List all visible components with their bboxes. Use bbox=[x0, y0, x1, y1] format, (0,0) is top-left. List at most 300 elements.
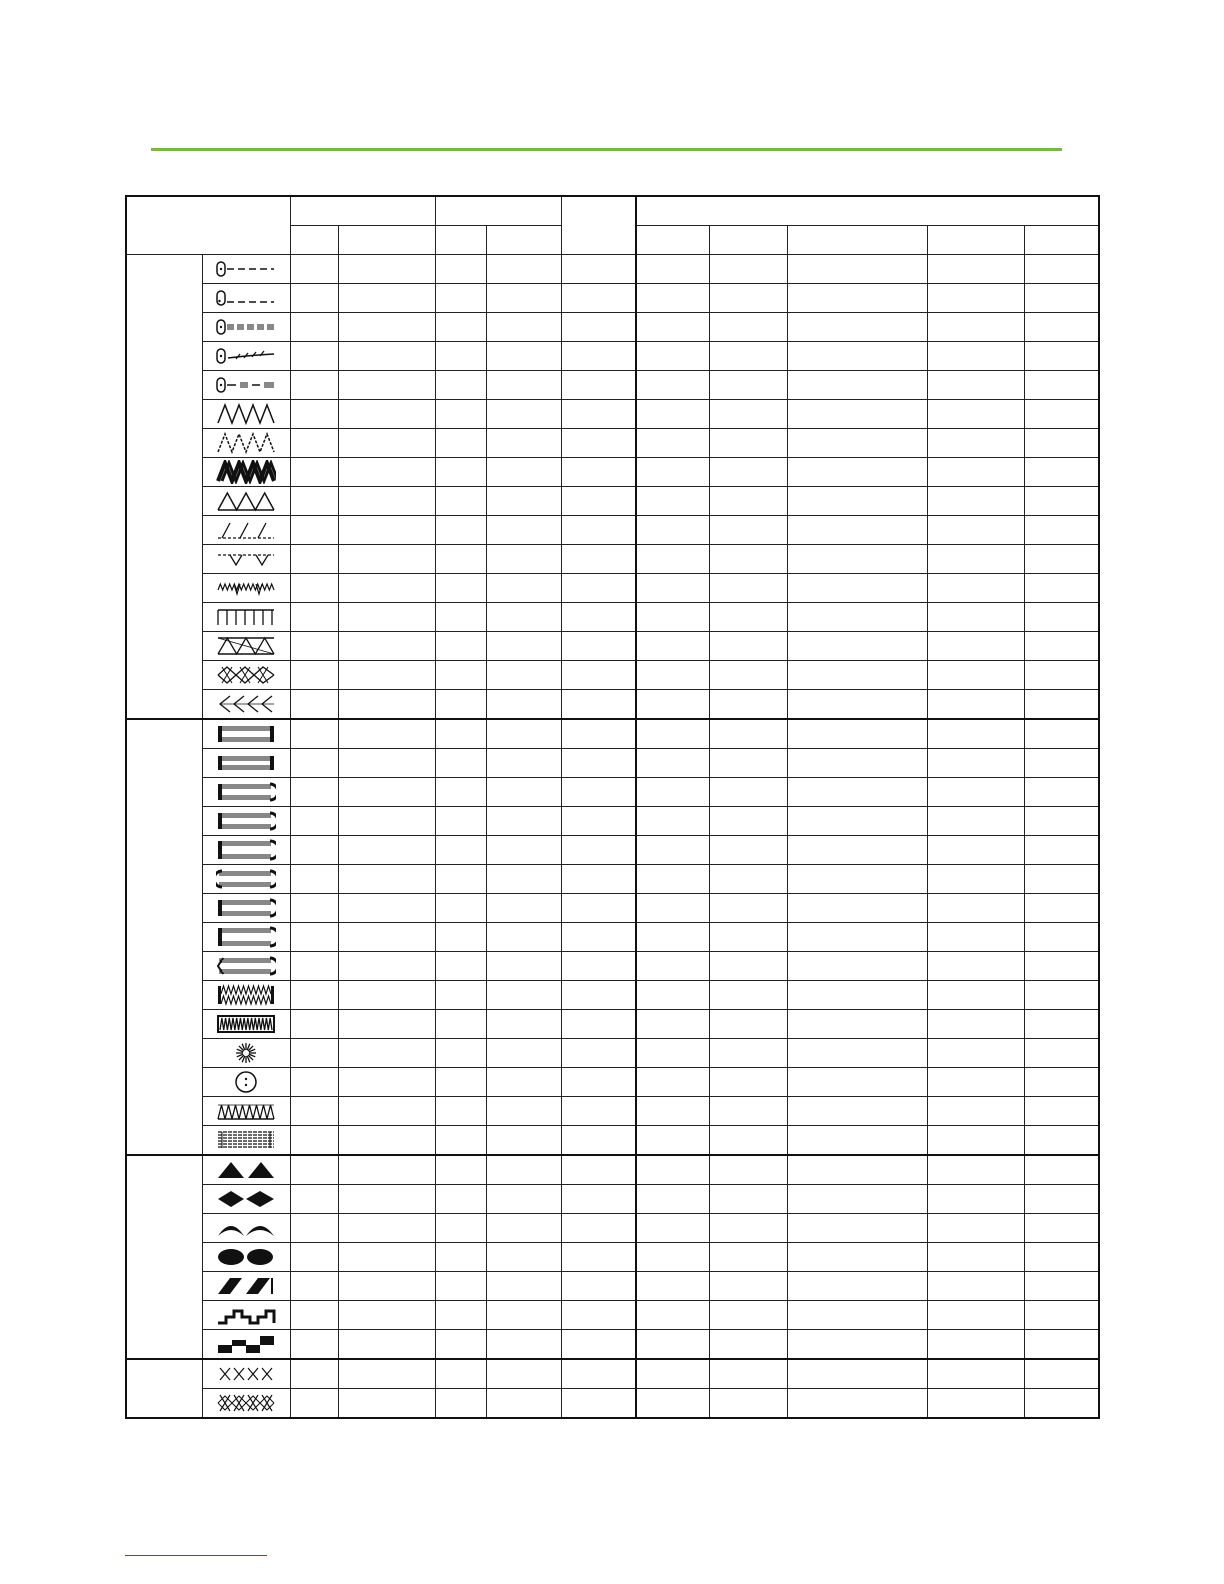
table-cell bbox=[486, 1126, 561, 1156]
table-cell bbox=[435, 603, 486, 632]
table-cell bbox=[338, 1126, 435, 1156]
stitch-group-label bbox=[126, 255, 202, 720]
table-cell bbox=[435, 865, 486, 894]
table-cell bbox=[435, 458, 486, 487]
table-cell bbox=[709, 1214, 787, 1243]
table-cell bbox=[927, 1097, 1024, 1126]
table-cell bbox=[636, 574, 709, 603]
table-cell bbox=[927, 516, 1024, 545]
table-cell bbox=[561, 952, 636, 981]
table-cell bbox=[486, 284, 561, 313]
table-cell bbox=[561, 1039, 636, 1068]
table-cell bbox=[927, 1359, 1024, 1389]
header-stitch bbox=[126, 196, 290, 255]
table-cell bbox=[486, 632, 561, 661]
table-cell bbox=[486, 1039, 561, 1068]
table-cell bbox=[709, 574, 787, 603]
table-cell bbox=[338, 981, 435, 1010]
table-cell bbox=[927, 371, 1024, 400]
table-row bbox=[126, 632, 1099, 661]
table-cell bbox=[486, 1155, 561, 1185]
table-row bbox=[126, 719, 1099, 749]
feather-stitch-icon bbox=[202, 690, 290, 720]
table-cell bbox=[636, 719, 709, 749]
table-cell bbox=[290, 749, 338, 778]
table-row bbox=[126, 429, 1099, 458]
blanket-stitch-icon bbox=[202, 603, 290, 632]
table-cell bbox=[636, 1185, 709, 1214]
table-cell bbox=[787, 487, 927, 516]
table-cell bbox=[561, 1126, 636, 1156]
table-cell bbox=[787, 574, 927, 603]
table-cell bbox=[927, 632, 1024, 661]
table-cell bbox=[636, 1243, 709, 1272]
table-cell bbox=[486, 1068, 561, 1097]
table-cell bbox=[486, 458, 561, 487]
table-row bbox=[126, 952, 1099, 981]
table-cell bbox=[561, 458, 636, 487]
table-cell bbox=[561, 661, 636, 690]
table-cell bbox=[1024, 661, 1099, 690]
table-cell bbox=[927, 1389, 1024, 1419]
table-cell bbox=[787, 981, 927, 1010]
table-cell bbox=[561, 865, 636, 894]
table-cell bbox=[709, 429, 787, 458]
table-cell bbox=[338, 371, 435, 400]
overlock-stitch-icon bbox=[202, 632, 290, 661]
table-cell bbox=[636, 255, 709, 284]
table-cell bbox=[636, 807, 709, 836]
table-cell bbox=[709, 1039, 787, 1068]
table-cell bbox=[927, 894, 1024, 923]
table-cell bbox=[709, 1359, 787, 1389]
table-row bbox=[126, 313, 1099, 342]
table-cell bbox=[927, 807, 1024, 836]
table-row bbox=[126, 342, 1099, 371]
table-cell bbox=[486, 545, 561, 574]
table-cell bbox=[1024, 1039, 1099, 1068]
table-cell bbox=[636, 1039, 709, 1068]
table-cell bbox=[1024, 400, 1099, 429]
footer-link[interactable] bbox=[125, 1555, 267, 1556]
table-cell bbox=[927, 545, 1024, 574]
table-cell bbox=[290, 371, 338, 400]
table-cell bbox=[486, 1359, 561, 1389]
table-cell bbox=[787, 1155, 927, 1185]
table-row bbox=[126, 1214, 1099, 1243]
table-cell bbox=[787, 342, 927, 371]
table-cell bbox=[1024, 313, 1099, 342]
table-cell bbox=[787, 690, 927, 720]
table-cell bbox=[709, 632, 787, 661]
table-cell bbox=[709, 778, 787, 807]
table-cell bbox=[636, 1126, 709, 1156]
table-cell bbox=[290, 1330, 338, 1360]
table-cell bbox=[927, 836, 1024, 865]
table-cell bbox=[1024, 371, 1099, 400]
table-cell bbox=[1024, 429, 1099, 458]
table-cell bbox=[435, 1272, 486, 1301]
table-cell bbox=[486, 371, 561, 400]
table-cell bbox=[636, 284, 709, 313]
table-cell bbox=[927, 719, 1024, 749]
table-cell bbox=[435, 1214, 486, 1243]
table-cell bbox=[709, 342, 787, 371]
table-cell bbox=[1024, 458, 1099, 487]
table-cell bbox=[486, 1389, 561, 1419]
buttonhole-pointed-icon bbox=[202, 807, 290, 836]
table-cell bbox=[636, 865, 709, 894]
table-cell bbox=[636, 894, 709, 923]
buttonhole-oval-icon bbox=[202, 865, 290, 894]
table-row bbox=[126, 1126, 1099, 1156]
table-cell bbox=[1024, 749, 1099, 778]
table-cell bbox=[435, 400, 486, 429]
table-cell bbox=[561, 749, 636, 778]
table-row bbox=[126, 1301, 1099, 1330]
table-cell bbox=[1024, 1301, 1099, 1330]
table-cell bbox=[927, 1214, 1024, 1243]
table-cell bbox=[561, 1185, 636, 1214]
table-cell bbox=[1024, 952, 1099, 981]
table-cell bbox=[561, 1301, 636, 1330]
stitch-group-label bbox=[126, 719, 202, 1155]
cross-stitch-icon bbox=[202, 661, 290, 690]
table-cell bbox=[435, 749, 486, 778]
cross-stitch-simple-icon bbox=[202, 1359, 290, 1389]
table-cell bbox=[561, 1330, 636, 1360]
table-cell bbox=[636, 603, 709, 632]
table-cell bbox=[787, 749, 927, 778]
table-cell bbox=[709, 807, 787, 836]
table-cell bbox=[709, 371, 787, 400]
table-cell bbox=[486, 313, 561, 342]
table-cell bbox=[787, 429, 927, 458]
table-cell bbox=[290, 1039, 338, 1068]
table-cell bbox=[709, 661, 787, 690]
table-cell bbox=[435, 1389, 486, 1419]
table-cell bbox=[787, 923, 927, 952]
table-cell bbox=[486, 836, 561, 865]
table-cell bbox=[338, 545, 435, 574]
table-cell bbox=[486, 807, 561, 836]
table-cell bbox=[338, 574, 435, 603]
table-row bbox=[126, 574, 1099, 603]
table-cell bbox=[486, 1330, 561, 1360]
table-cell bbox=[486, 603, 561, 632]
table-cell bbox=[486, 981, 561, 1010]
table-row bbox=[126, 400, 1099, 429]
table-cell bbox=[561, 1243, 636, 1272]
table-cell bbox=[290, 516, 338, 545]
table-cell bbox=[290, 284, 338, 313]
table-cell bbox=[709, 1126, 787, 1156]
table-cell bbox=[435, 1185, 486, 1214]
subheader-8 bbox=[927, 226, 1024, 255]
table-cell bbox=[636, 313, 709, 342]
subheader-9 bbox=[1024, 226, 1099, 255]
table-row bbox=[126, 865, 1099, 894]
table-cell bbox=[636, 1214, 709, 1243]
table-cell bbox=[290, 1272, 338, 1301]
table-cell bbox=[435, 690, 486, 720]
table-cell bbox=[787, 1214, 927, 1243]
table-row bbox=[126, 749, 1099, 778]
table-cell bbox=[709, 1301, 787, 1330]
table-cell bbox=[709, 1243, 787, 1272]
table-cell bbox=[1024, 1068, 1099, 1097]
table-cell bbox=[435, 429, 486, 458]
darning-zigzag-icon bbox=[202, 1097, 290, 1126]
table-cell bbox=[290, 458, 338, 487]
table-cell bbox=[636, 981, 709, 1010]
table-cell bbox=[338, 1010, 435, 1039]
table-cell bbox=[561, 313, 636, 342]
table-cell bbox=[561, 603, 636, 632]
table-cell bbox=[338, 836, 435, 865]
oval-satin-icon bbox=[202, 1243, 290, 1272]
table-cell bbox=[561, 632, 636, 661]
table-cell bbox=[927, 981, 1024, 1010]
table-cell bbox=[787, 1039, 927, 1068]
table-cell bbox=[787, 778, 927, 807]
table-cell bbox=[338, 313, 435, 342]
table-cell bbox=[338, 632, 435, 661]
table-cell bbox=[435, 836, 486, 865]
table-cell bbox=[561, 255, 636, 284]
table-cell bbox=[290, 545, 338, 574]
table-cell bbox=[709, 1010, 787, 1039]
table-row bbox=[126, 836, 1099, 865]
table-cell bbox=[927, 1243, 1024, 1272]
table-cell bbox=[787, 284, 927, 313]
table-cell bbox=[290, 1097, 338, 1126]
table-cell bbox=[787, 516, 927, 545]
zigzag-stitch-icon bbox=[202, 400, 290, 429]
table-cell bbox=[927, 255, 1024, 284]
table-cell bbox=[290, 632, 338, 661]
table-cell bbox=[636, 632, 709, 661]
table-cell bbox=[338, 255, 435, 284]
stretch-buttonhole-icon bbox=[202, 981, 290, 1010]
table-cell bbox=[787, 1301, 927, 1330]
table-cell bbox=[561, 778, 636, 807]
table-cell bbox=[486, 487, 561, 516]
table-cell bbox=[709, 719, 787, 749]
table-cell bbox=[1024, 284, 1099, 313]
table-cell bbox=[709, 487, 787, 516]
table-cell bbox=[435, 632, 486, 661]
table-cell bbox=[636, 371, 709, 400]
table-cell bbox=[927, 952, 1024, 981]
table-cell bbox=[338, 1359, 435, 1389]
table-cell bbox=[787, 603, 927, 632]
table-row bbox=[126, 487, 1099, 516]
table-cell bbox=[290, 574, 338, 603]
table-cell bbox=[561, 981, 636, 1010]
table-cell bbox=[927, 1272, 1024, 1301]
table-cell bbox=[927, 1330, 1024, 1360]
table-cell bbox=[1024, 1243, 1099, 1272]
straight-stitch-left-icon bbox=[202, 284, 290, 313]
table-cell bbox=[338, 1097, 435, 1126]
table-row bbox=[126, 1272, 1099, 1301]
buttonhole-tapered-icon bbox=[202, 952, 290, 981]
table-cell bbox=[787, 894, 927, 923]
table-cell bbox=[338, 952, 435, 981]
table-cell bbox=[290, 981, 338, 1010]
table-cell bbox=[1024, 1185, 1099, 1214]
table-cell bbox=[927, 313, 1024, 342]
table-cell bbox=[1024, 719, 1099, 749]
table-row bbox=[126, 255, 1099, 284]
table-cell bbox=[1024, 923, 1099, 952]
table-cell bbox=[927, 603, 1024, 632]
subheader-5 bbox=[636, 226, 709, 255]
table-cell bbox=[435, 981, 486, 1010]
table-cell bbox=[927, 1039, 1024, 1068]
table-cell bbox=[338, 342, 435, 371]
table-cell bbox=[636, 1359, 709, 1389]
table-cell bbox=[636, 661, 709, 690]
table-cell bbox=[927, 923, 1024, 952]
subheader-7 bbox=[787, 226, 927, 255]
table-cell bbox=[561, 1097, 636, 1126]
table-cell bbox=[435, 1359, 486, 1389]
table-cell bbox=[486, 516, 561, 545]
table-cell bbox=[338, 690, 435, 720]
table-cell bbox=[561, 1068, 636, 1097]
table-cell bbox=[1024, 1389, 1099, 1419]
table-cell bbox=[636, 690, 709, 720]
table-cell bbox=[636, 400, 709, 429]
table-cell bbox=[787, 1097, 927, 1126]
table-cell bbox=[636, 778, 709, 807]
table-cell bbox=[709, 923, 787, 952]
table-cell bbox=[486, 749, 561, 778]
arch-satin-icon bbox=[202, 1214, 290, 1243]
table-cell bbox=[290, 661, 338, 690]
basting-stitch-icon bbox=[202, 371, 290, 400]
table-cell bbox=[1024, 807, 1099, 836]
table-cell bbox=[636, 1330, 709, 1360]
header-group-1 bbox=[290, 196, 435, 226]
table-cell bbox=[290, 923, 338, 952]
table-cell bbox=[1024, 1330, 1099, 1360]
table-cell bbox=[561, 923, 636, 952]
stitch-table-body bbox=[126, 255, 1099, 1419]
table-cell bbox=[636, 1301, 709, 1330]
table-cell bbox=[486, 923, 561, 952]
table-cell bbox=[1024, 632, 1099, 661]
table-cell bbox=[290, 255, 338, 284]
table-cell bbox=[290, 1301, 338, 1330]
table-cell bbox=[927, 487, 1024, 516]
table-cell bbox=[486, 1243, 561, 1272]
buttonhole-keyhole-icon bbox=[202, 894, 290, 923]
subheader-6 bbox=[709, 226, 787, 255]
table-cell bbox=[338, 1389, 435, 1419]
table-cell bbox=[927, 865, 1024, 894]
table-cell bbox=[787, 371, 927, 400]
table-cell bbox=[435, 1155, 486, 1185]
table-cell bbox=[486, 342, 561, 371]
table-cell bbox=[486, 952, 561, 981]
table-cell bbox=[561, 1155, 636, 1185]
table-cell bbox=[561, 371, 636, 400]
table-cell bbox=[338, 894, 435, 923]
table-cell bbox=[435, 719, 486, 749]
table-cell bbox=[435, 807, 486, 836]
slant-stitch-icon bbox=[202, 516, 290, 545]
table-cell bbox=[435, 1010, 486, 1039]
table-cell bbox=[435, 342, 486, 371]
table-cell bbox=[290, 1359, 338, 1389]
table-cell bbox=[561, 487, 636, 516]
table-row bbox=[126, 1039, 1099, 1068]
table-cell bbox=[927, 574, 1024, 603]
table-cell bbox=[1024, 487, 1099, 516]
table-row bbox=[126, 1097, 1099, 1126]
table-cell bbox=[709, 1272, 787, 1301]
table-cell bbox=[787, 1010, 927, 1039]
stitch-group-label bbox=[126, 1359, 202, 1418]
table-cell bbox=[561, 429, 636, 458]
table-cell bbox=[636, 1272, 709, 1301]
table-cell bbox=[486, 1214, 561, 1243]
buttonhole-rounded-icon bbox=[202, 778, 290, 807]
table-cell bbox=[486, 661, 561, 690]
table-row bbox=[126, 284, 1099, 313]
table-cell bbox=[561, 574, 636, 603]
table-cell bbox=[1024, 1214, 1099, 1243]
stitch-group-label bbox=[126, 1155, 202, 1359]
table-cell bbox=[290, 1389, 338, 1419]
header-rule bbox=[151, 148, 1062, 151]
table-cell bbox=[290, 1068, 338, 1097]
table-cell bbox=[338, 749, 435, 778]
three-step-zigzag-icon bbox=[202, 429, 290, 458]
table-row bbox=[126, 1243, 1099, 1272]
table-cell bbox=[787, 952, 927, 981]
table-cell bbox=[636, 1010, 709, 1039]
table-cell bbox=[709, 1185, 787, 1214]
table-cell bbox=[636, 923, 709, 952]
table-row bbox=[126, 807, 1099, 836]
table-cell bbox=[709, 952, 787, 981]
table-cell bbox=[290, 1155, 338, 1185]
table-cell bbox=[787, 313, 927, 342]
subheader-3 bbox=[435, 226, 486, 255]
table-row bbox=[126, 1010, 1099, 1039]
table-row bbox=[126, 690, 1099, 720]
table-cell bbox=[290, 487, 338, 516]
table-cell bbox=[1024, 1126, 1099, 1156]
table-cell bbox=[435, 284, 486, 313]
table-cell bbox=[927, 1068, 1024, 1097]
table-cell bbox=[290, 1243, 338, 1272]
diamond-satin-icon bbox=[202, 1185, 290, 1214]
table-cell bbox=[1024, 1359, 1099, 1389]
buttonhole-keyhole-wide-icon bbox=[202, 923, 290, 952]
blind-hem-stitch-icon bbox=[202, 545, 290, 574]
table-cell bbox=[486, 1185, 561, 1214]
table-cell bbox=[435, 1039, 486, 1068]
table-cell bbox=[561, 1359, 636, 1389]
table-cell bbox=[338, 661, 435, 690]
table-cell bbox=[787, 1330, 927, 1360]
table-cell bbox=[290, 429, 338, 458]
